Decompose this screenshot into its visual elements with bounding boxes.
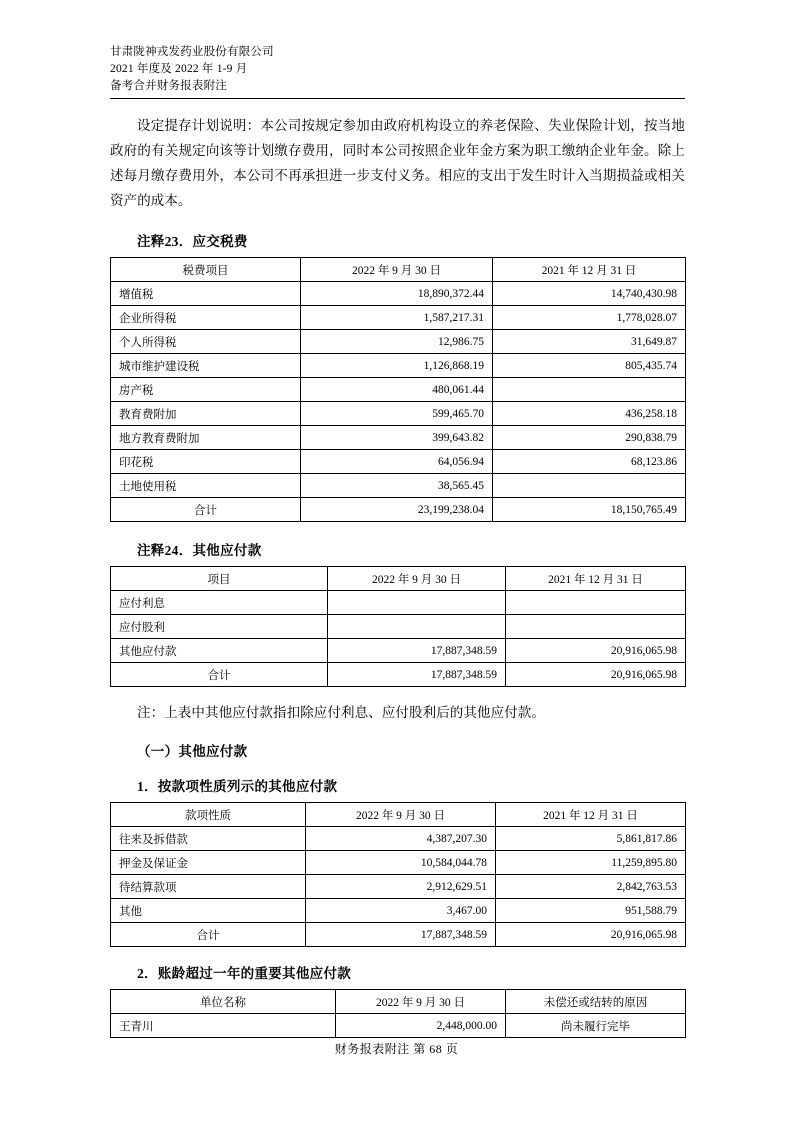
- document-header: [110, 44, 685, 99]
- table-row: [111, 474, 686, 498]
- table-header-row: [111, 567, 686, 591]
- note24-subsection-title: （一）其他应付款: [137, 744, 248, 759]
- col-header-company: 单位名称: [111, 990, 336, 1014]
- table-header-row: [111, 803, 686, 827]
- row-value-2022: 1,126,868.19: [301, 354, 493, 378]
- note24-sub1-table: [110, 802, 686, 947]
- row-value-2021: [493, 474, 686, 498]
- col-header-2022: 2022 年 9 月 30 日: [301, 258, 493, 282]
- row-value-2022: 1,587,217.31: [301, 306, 493, 330]
- row-label: 其他: [111, 899, 306, 923]
- table-row: [111, 426, 686, 450]
- row-value-2022: 18,890,372.44: [301, 282, 493, 306]
- col-header-reason: 未偿还或结转的原因: [506, 990, 686, 1014]
- table-row: [111, 378, 686, 402]
- table-row: [111, 851, 686, 875]
- total-label: 合计: [111, 498, 301, 522]
- row-value-2021: 1,778,028.07: [493, 306, 686, 330]
- row-value-2021: 805,435.74: [493, 354, 686, 378]
- row-value-2022: 64,056.94: [301, 450, 493, 474]
- col-header-2022: 2022 年 9 月 30 日: [306, 803, 496, 827]
- row-label: 企业所得税: [111, 306, 301, 330]
- col-header-item: 项目: [111, 567, 328, 591]
- total-value-2022: 17,887,348.59: [306, 923, 496, 947]
- note23-title: 注释23．应交税费: [137, 234, 248, 249]
- row-value-2021: 2,842,763.53: [496, 875, 686, 899]
- row-value-2022: 2,912,629.51: [306, 875, 496, 899]
- table-row: [111, 282, 686, 306]
- total-label: 合计: [111, 923, 306, 947]
- row-value-2021: 5,861,817.86: [496, 827, 686, 851]
- table-row: [111, 615, 686, 639]
- row-value-2021: 20,916,065.98: [506, 639, 686, 663]
- note24-sub2-table: [110, 989, 686, 1038]
- total-value-2021: 18,150,765.49: [493, 498, 686, 522]
- row-label: 往来及拆借款: [111, 827, 306, 851]
- total-value-2022: 17,887,348.59: [328, 663, 506, 687]
- row-value-2022: [328, 615, 506, 639]
- note24-footnote: 注：上表中其他应付款指扣除应付利息、应付股利后的其他应付款。: [137, 705, 545, 720]
- row-label: 地方教育费附加: [111, 426, 301, 450]
- table-row: [111, 354, 686, 378]
- table-header-row: [111, 990, 686, 1014]
- row-label: 押金及保证金: [111, 851, 306, 875]
- note24-sub1-title: 1．按款项性质列示的其他应付款: [137, 779, 338, 794]
- row-value-2021: 11,259,895.80: [496, 851, 686, 875]
- row-value-2021: 436,258.18: [493, 402, 686, 426]
- row-label: 王青川: [111, 1014, 336, 1038]
- table-row: [111, 827, 686, 851]
- total-value-2021: 20,916,065.98: [496, 923, 686, 947]
- row-value-2022: 38,565.45: [301, 474, 493, 498]
- col-header-2022: 2022 年 9 月 30 日: [328, 567, 506, 591]
- row-label: 个人所得税: [111, 330, 301, 354]
- table-row: [111, 402, 686, 426]
- row-value-2022: 12,986.75: [301, 330, 493, 354]
- row-value-2021: 31,649.87: [493, 330, 686, 354]
- row-label: 印花税: [111, 450, 301, 474]
- table-row: [111, 1014, 686, 1038]
- table-total-row: [111, 663, 686, 687]
- header-report-title: 备考合并财务报表附注: [110, 80, 227, 92]
- table-row: [111, 450, 686, 474]
- row-value-2021: 68,123.86: [493, 450, 686, 474]
- row-value-2021: 14,740,430.98: [493, 282, 686, 306]
- header-period: 2021 年度及 2022 年 1-9 月: [110, 63, 248, 75]
- row-value-2021: 951,588.79: [496, 899, 686, 923]
- note24-sub2-title: 2．账龄超过一年的重要其他应付款: [137, 966, 352, 981]
- row-value-2022: 2,448,000.00: [336, 1014, 506, 1038]
- col-header-item: 税费项目: [111, 258, 301, 282]
- row-label: 城市维护建设税: [111, 354, 301, 378]
- note23-table: [110, 257, 686, 522]
- table-row: [111, 875, 686, 899]
- note24-table: [110, 566, 686, 687]
- table-header-row: [111, 258, 686, 282]
- col-header-2021: 2021 年 12 月 31 日: [496, 803, 686, 827]
- table-row: [111, 591, 686, 615]
- row-label: 应付股利: [111, 615, 328, 639]
- table-total-row: [111, 923, 686, 947]
- row-value-2022: 399,643.82: [301, 426, 493, 450]
- table-total-row: [111, 498, 686, 522]
- row-value-2022: 480,061.44: [301, 378, 493, 402]
- row-value-2022: 10,584,044.78: [306, 851, 496, 875]
- total-label: 合计: [111, 663, 328, 687]
- row-value-2021: 290,838.79: [493, 426, 686, 450]
- row-value-2022: 599,465.70: [301, 402, 493, 426]
- row-value-2022: 4,387,207.30: [306, 827, 496, 851]
- row-value-2021: [506, 615, 686, 639]
- col-header-2021: 2021 年 12 月 31 日: [493, 258, 686, 282]
- header-company-name: 甘肃陇神戎发药业股份有限公司: [110, 46, 274, 58]
- col-header-item: 款项性质: [111, 803, 306, 827]
- col-header-2022: 2022 年 9 月 30 日: [336, 990, 506, 1014]
- row-value-2022: 17,887,348.59: [328, 639, 506, 663]
- table-row: [111, 639, 686, 663]
- total-value-2021: 20,916,065.98: [506, 663, 686, 687]
- row-label: 土地使用税: [111, 474, 301, 498]
- row-label: 房产税: [111, 378, 301, 402]
- table-row: [111, 306, 686, 330]
- row-value-2022: 3,467.00: [306, 899, 496, 923]
- intro-paragraph: 设定提存计划说明：本公司按规定参加由政府机构设立的养老保险、失业保险计划，按当地政府的有关规定向该等计划缴存费用，同时本公司按照企业年金方案为职工缴纳企业年金。除上述每月缴存费用外，本公司不再承担进一步支付义务。相应的支出于发生时计入当期损益或相关资产的成本。: [110, 118, 685, 208]
- table-row: [111, 330, 686, 354]
- row-value-2021: [493, 378, 686, 402]
- table-row: [111, 899, 686, 923]
- row-value-2022: [328, 591, 506, 615]
- row-reason: 尚未履行完毕: [506, 1014, 686, 1038]
- col-header-2021: 2021 年 12 月 31 日: [506, 567, 686, 591]
- row-label: 增值税: [111, 282, 301, 306]
- row-label: 教育费附加: [111, 402, 301, 426]
- total-value-2022: 23,199,238.04: [301, 498, 493, 522]
- note24-title: 注释24．其他应付款: [137, 543, 262, 558]
- row-value-2021: [506, 591, 686, 615]
- row-label: 其他应付款: [111, 639, 328, 663]
- row-label: 应付利息: [111, 591, 328, 615]
- page-footer: 财务报表附注 第 68 页: [334, 1042, 459, 1056]
- row-label: 待结算款项: [111, 875, 306, 899]
- page-content: [110, 44, 685, 1038]
